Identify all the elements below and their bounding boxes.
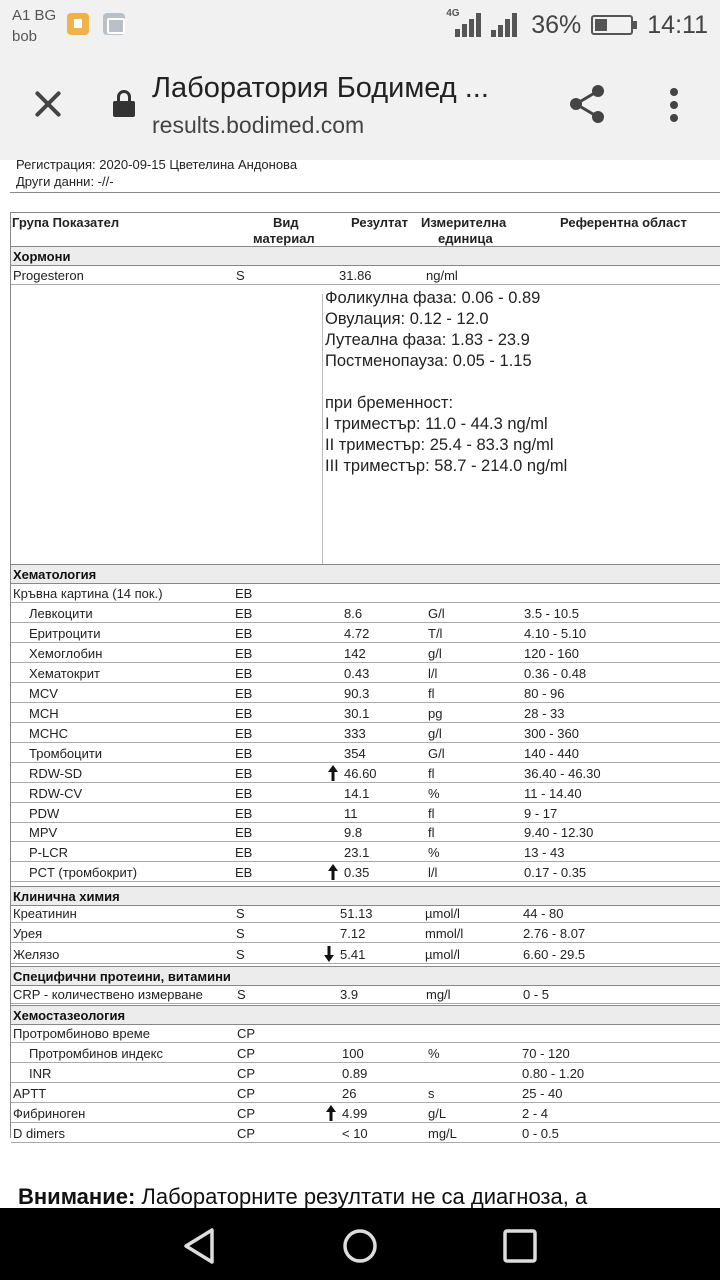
- table-row: [11, 803, 720, 823]
- status-indicators: [447, 8, 708, 42]
- header-material-1: Вид: [273, 215, 299, 230]
- battery-percent: 36%: [531, 10, 582, 39]
- network-type-label: 4G: [446, 8, 460, 19]
- table-row: [11, 1063, 720, 1083]
- row-result: 46.60: [344, 765, 377, 781]
- row-reference: 2 - 4: [522, 1106, 549, 1121]
- header-unit-1: Измерителна: [421, 215, 507, 230]
- row-unit: µmol/l: [425, 946, 460, 962]
- reference-line: [325, 372, 567, 393]
- section-title: Хематология: [13, 567, 97, 582]
- arrow-up-icon: [326, 1105, 336, 1124]
- section-hormones: [11, 246, 720, 266]
- row-name: INR: [29, 1066, 52, 1081]
- row-result: 142: [344, 645, 366, 661]
- table-top-border: [10, 212, 720, 213]
- row-unit: %: [428, 785, 440, 801]
- row-result: 26: [342, 1086, 357, 1101]
- reference-line: Фоликулна фаза: 0.06 - 0.89: [325, 289, 541, 307]
- registration-line: Регистрация: 2020-09-15 Цветелина Андонова: [16, 160, 298, 172]
- row-material: EB: [235, 725, 253, 741]
- row-name: D dimers: [13, 1126, 66, 1141]
- row-unit: s: [428, 1086, 435, 1101]
- table-row: [11, 1083, 720, 1103]
- reference-line: Овулация: 0.12 - 12.0: [325, 310, 489, 328]
- row-reference: 0.17 - 0.35: [524, 865, 587, 881]
- other-data-line: Други данни: -//-: [16, 174, 114, 189]
- row-unit: fl: [428, 805, 435, 821]
- row-material: EB: [235, 665, 253, 681]
- row-material: CP: [237, 1086, 256, 1101]
- row-unit: G/l: [428, 745, 445, 761]
- table-row: [11, 944, 720, 964]
- row-name: Левкоцити: [29, 606, 93, 621]
- row-material: S: [236, 926, 245, 942]
- disclaimer-label: Внимание:: [18, 1184, 136, 1208]
- arrow-up-icon: [328, 864, 338, 883]
- table-row: [11, 842, 720, 862]
- row-name: Progesteron: [13, 268, 84, 283]
- table-row: [11, 723, 720, 743]
- row-material: S: [236, 268, 245, 283]
- navigation-bar: [0, 1208, 720, 1280]
- disclaimer-text: Лабораторните резултати не са диагноза, а: [135, 1184, 588, 1208]
- row-reference: 3.5 - 10.5: [524, 606, 579, 621]
- back-icon[interactable]: [180, 1226, 220, 1266]
- row-unit: g/L: [428, 1106, 447, 1121]
- lock-icon[interactable]: [112, 88, 136, 118]
- row-reference: 25 - 40: [522, 1086, 563, 1101]
- section-hematology: [11, 564, 720, 584]
- row-name: Протромбинов индекс: [29, 1046, 163, 1061]
- section-specific-proteins: [11, 966, 720, 986]
- table-row: [11, 763, 720, 783]
- table-row: [11, 822, 720, 842]
- row-unit: µmol/l: [425, 906, 460, 921]
- row-name: Креатинин: [13, 906, 77, 921]
- row-reference: 13 - 43: [524, 845, 565, 861]
- arrow-up-icon: [328, 765, 338, 784]
- header-group: Група Показател: [12, 215, 120, 230]
- row-result: 11: [344, 805, 358, 821]
- row-reference: 0 - 0.5: [522, 1126, 559, 1141]
- row-unit: G/l: [428, 606, 445, 621]
- header-result: Резултат: [351, 215, 408, 230]
- section-hemostasis: [11, 1005, 720, 1025]
- row-result: 90.3: [344, 685, 370, 701]
- row-material: EB: [235, 745, 253, 761]
- table-row: [11, 743, 720, 763]
- table-row: [11, 903, 720, 923]
- row-result: 0.89: [342, 1066, 368, 1081]
- row-material: EB: [235, 785, 253, 801]
- divider: [10, 192, 720, 193]
- row-unit: g/l: [428, 645, 442, 661]
- row-reference: 9 - 17: [524, 805, 558, 821]
- row-result: 23.1: [344, 845, 370, 861]
- row-result: 4.72: [344, 625, 370, 641]
- row-reference: 44 - 80: [523, 906, 564, 921]
- signal-4g-icon: [446, 8, 477, 37]
- more-vert-icon[interactable]: [664, 86, 684, 124]
- table-row: [11, 603, 720, 623]
- row-result: 4.99: [342, 1106, 368, 1121]
- row-name: Еритроцити: [29, 625, 101, 641]
- row-material: S: [237, 987, 246, 1002]
- table-row: [11, 703, 720, 723]
- table-row: [11, 643, 720, 663]
- reference-line: III триместър: 58.7 - 214.0 ng/ml: [325, 457, 568, 475]
- carrier-info: [12, 5, 56, 47]
- row-result: 333: [344, 725, 366, 741]
- row-unit: fl: [428, 825, 435, 841]
- row-material: EB: [235, 625, 253, 641]
- table-row: [11, 1023, 720, 1043]
- signal-icon: [489, 13, 519, 37]
- row-reference: 300 - 360: [524, 725, 579, 741]
- row-unit: pg: [428, 705, 443, 721]
- table-row-blood-panel: [11, 583, 720, 603]
- disclaimer: [18, 1184, 587, 1208]
- table-row-progesterone: [11, 265, 720, 285]
- table-row: [11, 623, 720, 643]
- recents-icon[interactable]: [500, 1226, 540, 1266]
- close-icon[interactable]: [28, 84, 68, 124]
- ref-block-divider: [322, 294, 323, 564]
- row-reference: 140 - 440: [524, 745, 579, 761]
- table-row: [11, 923, 720, 943]
- reference-line: Постменопауза: 0.05 - 1.15: [325, 352, 532, 370]
- row-reference: 6.60 - 29.5: [523, 946, 586, 962]
- row-unit: mg/l: [426, 987, 451, 1002]
- row-material: EB: [235, 845, 253, 861]
- row-reference: 4.10 - 5.10: [524, 625, 587, 641]
- row-name: RDW-CV: [29, 785, 83, 801]
- battery-icon: [591, 15, 633, 35]
- row-name: Тромбоцити: [29, 745, 103, 761]
- row-name: Кръвна картина (14 пок.): [13, 586, 163, 601]
- table-row: [11, 683, 720, 703]
- header-material-2: материал: [253, 231, 315, 246]
- page-title[interactable]: Лаборатория Бодимед ...: [152, 72, 489, 104]
- row-reference: 28 - 33: [524, 705, 565, 721]
- row-reference: 0.36 - 0.48: [524, 665, 587, 681]
- row-material: CP: [237, 1066, 256, 1081]
- row-material: EB: [235, 606, 253, 621]
- row-unit: l/l: [428, 665, 438, 681]
- page-url[interactable]: results.bodimed.com: [152, 112, 365, 138]
- row-name: PCT (тромбокрит): [29, 865, 138, 881]
- row-name: MCHC: [29, 725, 68, 741]
- reference-line: при бременност:: [325, 394, 454, 412]
- row-reference: 36.40 - 46.30: [524, 765, 601, 781]
- header-reference: Референтна област: [560, 215, 687, 230]
- row-result: 14.1: [344, 785, 370, 801]
- row-material: CP: [237, 1126, 256, 1141]
- row-material: EB: [235, 685, 253, 701]
- row-result: 0.43: [344, 665, 370, 681]
- row-material: S: [236, 946, 245, 962]
- row-material: CP: [237, 1026, 256, 1041]
- section-title: Клинична химия: [13, 889, 120, 904]
- row-unit: ng/ml: [426, 268, 458, 283]
- lab-results-page: [0, 160, 720, 1208]
- row-name: Урея: [13, 926, 43, 942]
- row-name: Протромбиново време: [13, 1026, 150, 1041]
- row-result: 354: [344, 745, 366, 761]
- carrier-user: bob: [12, 28, 38, 45]
- row-result: 31.86: [339, 268, 372, 283]
- row-result: 8.6: [344, 606, 363, 621]
- row-unit: fl: [428, 685, 435, 701]
- row-unit: T/l: [428, 625, 443, 641]
- row-unit: mg/L: [428, 1126, 457, 1141]
- row-reference: 70 - 120: [522, 1046, 570, 1061]
- notification-lock-icon: [67, 13, 89, 35]
- notification-image-icon: [103, 13, 125, 35]
- row-reference: 0 - 5: [523, 987, 550, 1002]
- row-result: 30.1: [344, 705, 370, 721]
- table-row: [11, 1103, 720, 1123]
- arrow-down-icon: [324, 946, 334, 965]
- status-bar: [0, 0, 720, 50]
- row-result: 100: [342, 1046, 364, 1061]
- share-icon[interactable]: [566, 82, 610, 126]
- header-unit-2: единица: [438, 231, 493, 246]
- row-name: APTT: [13, 1086, 47, 1101]
- table-row: [11, 1043, 720, 1063]
- table-row: [11, 862, 720, 882]
- row-result: 51.13: [340, 906, 373, 921]
- row-reference: 9.40 - 12.30: [524, 825, 594, 841]
- row-material: CP: [237, 1106, 256, 1121]
- section-title: Хормони: [13, 249, 71, 264]
- row-name: Хематокрит: [29, 665, 100, 681]
- row-result: 9.8: [344, 825, 363, 841]
- row-unit: %: [428, 845, 440, 861]
- row-name: RDW-SD: [29, 765, 83, 781]
- table-row: [11, 663, 720, 683]
- row-name: CRP - количествено измерване: [13, 987, 203, 1002]
- carrier-name: A1 BG: [12, 7, 57, 24]
- row-name: PDW: [29, 805, 60, 821]
- row-material: EB: [235, 765, 253, 781]
- row-name: Фибриноген: [13, 1106, 86, 1121]
- row-material: EB: [235, 586, 253, 601]
- progesterone-reference-block: [325, 288, 567, 477]
- row-name: Хемоглобин: [29, 645, 103, 661]
- reference-line: I триместър: 11.0 - 44.3 ng/ml: [325, 415, 548, 433]
- row-material: CP: [237, 1046, 256, 1061]
- row-unit: g/l: [428, 725, 442, 741]
- section-title: Хемостазеология: [13, 1008, 126, 1023]
- row-result: 7.12: [340, 926, 366, 942]
- reference-line: II триместър: 25.4 - 83.3 ng/ml: [325, 436, 554, 454]
- section-title: Специфични протеини, витамини: [13, 969, 231, 984]
- row-result: 3.9: [340, 987, 359, 1002]
- row-name: MCV: [29, 685, 58, 701]
- row-reference: 120 - 160: [524, 645, 579, 661]
- row-name: P-LCR: [29, 845, 69, 861]
- row-unit: mmol/l: [425, 926, 464, 942]
- row-material: S: [236, 906, 245, 921]
- row-unit: l/l: [428, 865, 438, 881]
- home-icon[interactable]: [340, 1226, 380, 1266]
- row-result: 0.35: [344, 865, 370, 881]
- table-row: [11, 984, 720, 1004]
- row-material: EB: [235, 825, 253, 841]
- row-result: 5.41: [340, 946, 366, 962]
- row-material: EB: [235, 805, 253, 821]
- table-row: [11, 1123, 720, 1143]
- row-unit: %: [428, 1046, 440, 1061]
- row-reference: 80 - 96: [524, 685, 565, 701]
- row-result: < 10: [342, 1126, 368, 1141]
- browser-toolbar: [0, 50, 720, 160]
- reference-line: Лутеална фаза: 1.83 - 23.9: [325, 331, 530, 349]
- row-name: MCH: [29, 705, 59, 721]
- row-reference: 2.76 - 8.07: [523, 926, 586, 942]
- row-material: EB: [235, 865, 253, 881]
- row-name: MPV: [29, 825, 58, 841]
- table-row: [11, 783, 720, 803]
- row-unit: fl: [428, 765, 435, 781]
- row-material: EB: [235, 645, 253, 661]
- row-reference: 11 - 14.40: [524, 785, 582, 801]
- clock: 14:11: [647, 10, 708, 39]
- row-material: EB: [235, 705, 253, 721]
- row-name: Желязо: [13, 946, 60, 962]
- row-reference: 0.80 - 1.20: [522, 1066, 585, 1081]
